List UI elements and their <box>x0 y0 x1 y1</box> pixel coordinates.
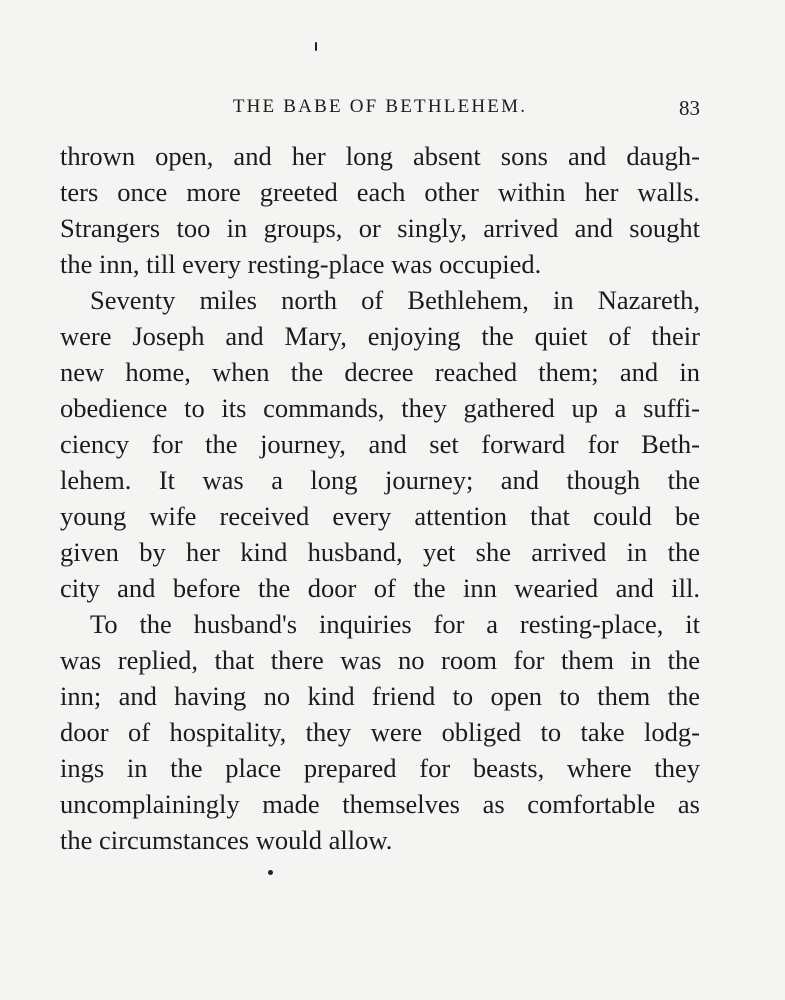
paragraph-2 <box>60 282 700 606</box>
text-line: was replied, that there was no room for them in the <box>60 645 700 675</box>
paragraph-3 <box>60 606 700 858</box>
body-text <box>60 138 700 858</box>
print-speck <box>268 870 273 875</box>
text-line: ciency for the journey, and set forward for Beth- <box>60 429 700 459</box>
text-line: inn; and having no kind friend to open to them the <box>60 681 700 711</box>
text-line: new home, when the decree reached them; and in <box>60 357 700 387</box>
running-title: THE BABE OF BETHLEHEM. <box>232 96 528 117</box>
text-line: lehem. It was a long journey; and though the <box>60 465 700 495</box>
page-number: 83 <box>679 96 700 120</box>
text-line: ters once more greeted each other within her walls. <box>60 177 700 207</box>
text-line: thrown open, and her long absent sons and daugh- <box>60 141 700 171</box>
print-speck <box>315 42 317 51</box>
text-line: city and before the door of the inn wearied and ill. <box>60 573 700 603</box>
text-line: were Joseph and Mary, enjoying the quiet of their <box>60 321 700 351</box>
text-line: To the husband's inquiries for a resting-place, it <box>90 609 700 639</box>
paragraph-1 <box>60 138 700 282</box>
text-line: ings in the place prepared for beasts, where they <box>60 753 700 783</box>
text-line: Seventy miles north of Bethlehem, in Nazareth, <box>90 285 700 315</box>
text-line: the inn, till every resting-place was occupied. <box>60 249 542 279</box>
text-line: door of hospitality, they were obliged to take lodg- <box>60 717 700 747</box>
text-line: young wife received every attention that could be <box>60 501 700 531</box>
text-line: obedience to its commands, they gathered up a suffi- <box>60 393 700 423</box>
text-line: the circumstances would allow. <box>60 825 393 855</box>
text-line: uncomplainingly made themselves as comfortable as <box>60 789 700 819</box>
running-head <box>60 96 700 126</box>
text-line: Strangers too in groups, or singly, arrived and sought <box>60 213 700 243</box>
text-line: given by her kind husband, yet she arrived in the <box>60 537 700 567</box>
